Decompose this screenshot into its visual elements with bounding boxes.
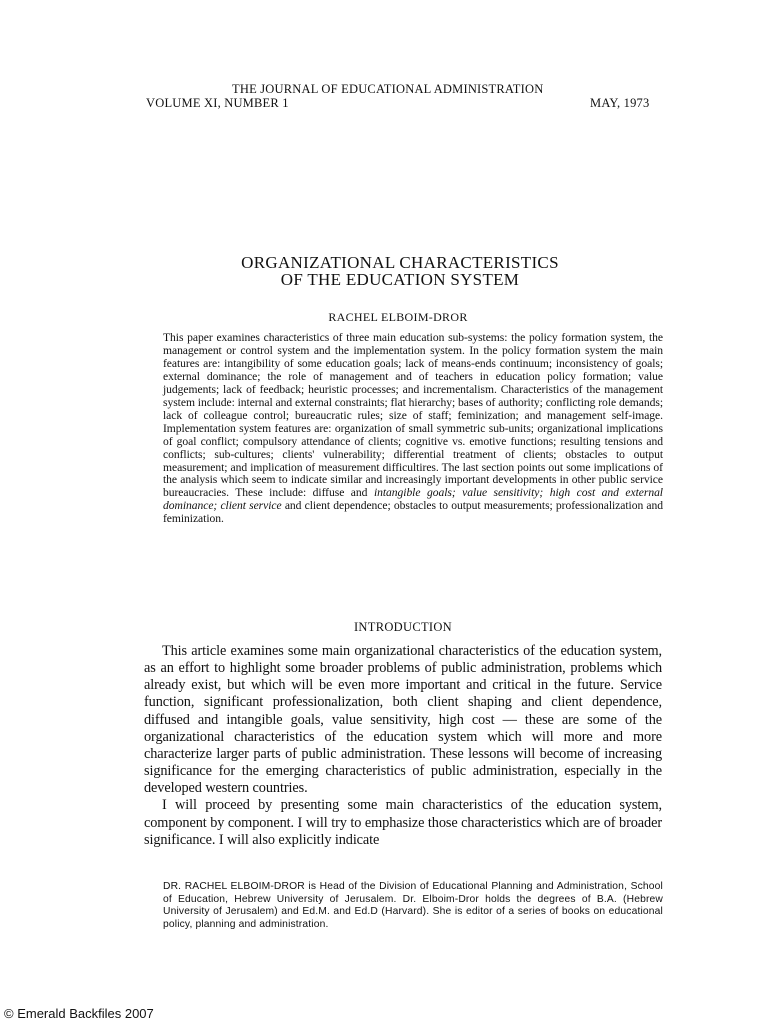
abstract-italic: intangible goals; value sensitivity; high cost and external dominance; client service <box>163 486 663 513</box>
article-body <box>144 643 662 849</box>
introduction-heading: INTRODUCTION <box>353 620 453 634</box>
issue-date: MAY, 1973 <box>590 96 650 110</box>
footnote-author-name: DR. RACHEL ELBOIM-DROR <box>163 881 305 892</box>
journal-name: THE JOURNAL OF EDUCATIONAL ADMINISTRATION <box>232 82 544 96</box>
abstract-end: and client dependence; obstacles to output measurements; professionalization and feminization. <box>163 499 663 526</box>
abstract <box>163 332 663 526</box>
intro-paragraph-2: I will proceed by presenting some main characteristics of the education system, component by component. I will try to emphasize those characteristics which are of broader significance. I will also explicitly indicate <box>144 797 662 848</box>
author-name: RACHEL ELBOIM-DROR <box>328 310 468 324</box>
intro-paragraph-1: This article examines some main organizational characteristics of the education system, as an effort to highlight some broader problems of public administration, problems which already exist, but which will be even more important and critical in the future. Service function, significant professionalization, both client shaping and client dependence, diffused and intangible goals, value sensitivity, high cost — these are some of the organizational characteristics of the education system which will more and more characterize larger parts of public administration. These lessons will become of increasing significance for the emerging characteristics of public administration, especially in the developed western countries. <box>144 643 662 797</box>
article-title-line2: OF THE EDUCATION SYSTEM <box>280 270 520 289</box>
article-title-line1: ORGANIZATIONAL CHARACTERISTICS <box>241 253 559 272</box>
volume-number: VOLUME XI, NUMBER 1 <box>146 96 289 110</box>
author-footnote <box>163 881 663 931</box>
footnote-text: is Head of the Division of Educational Planning and Administration, School of Education, Hebrew University of Jerusalem. Dr. Elboim-Dror holds the degrees of B.A. (Hebrew University of Jerusalem) and Ed.M. and Ed.D (Harvard). She is editor of a series of books on educational policy, planning and administration. <box>163 881 663 930</box>
copyright-notice: © Emerald Backfiles 2007 <box>4 1006 154 1021</box>
abstract-main: This paper examines characteristics of three main education sub-systems: the policy formation system, the management or control system and the implementation system. In the policy formation system the main features are: intangibility of some education goals; lack of means-ends continuum; inconsistency of goals; external dominance; the role of management and of teachers in education policy formation; value judgements; lack of feedback; heuristic processes; and incrementalism. Characteristics of the management system include: internal and external constraints; flat hierarchy; bases of authority; conflicting role demands; lack of colleague control; bureaucratic rules; size of staff; feminization; and management self-image. Implementation system features are: organization of small symmetric sub-units; organizational implications of goal conflict; compulsory attendance of clients; cognitive vs. emotive functions; resulting tensions and conflicts; sub-cultures; clients' vulnerability; differential treatment of clients; obstacles to output measurement; and implication of measurement difficultires. The last section points out some implications of the analysis which seem to indicate similar and increasingly important developments in other public service bureaucracies. These include: diffuse and <box>163 331 663 500</box>
